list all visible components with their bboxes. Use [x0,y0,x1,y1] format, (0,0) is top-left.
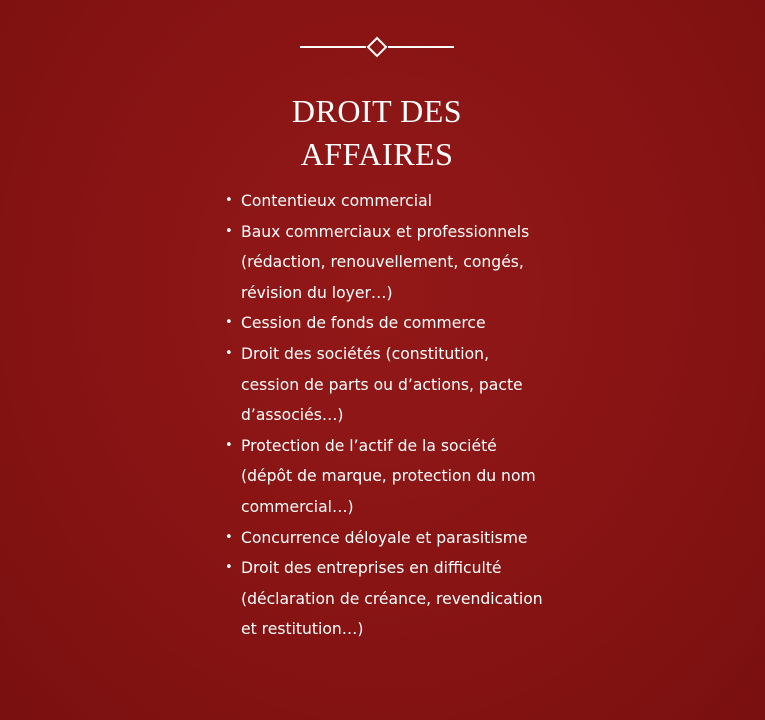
list-item [225,339,545,431]
list-item-label: Droit des sociétés (constitution, cession de parts ou d’actions, pacte d’associés…) [241,344,523,425]
list-item-label: Baux commerciaux et professionnels (rédaction, renouvellement, congés, révision du loyer…) [241,222,530,302]
list-item-label: Contentieux commercial [241,192,432,210]
section-title-line-2: AFFAIRES [300,136,454,172]
bullet-icon: • [225,315,233,331]
list-item-label: Cession de fonds de commerce [241,314,486,333]
diamond-divider-icon [300,36,454,58]
bullet-icon: • [225,345,233,361]
bullet-icon: • [225,560,233,576]
bullet-icon: • [225,437,233,453]
list-item [225,553,545,645]
list-item [225,308,545,339]
section-title-line-1: DROIT DES [291,93,463,129]
list-item [225,523,545,554]
list-item [225,186,545,217]
bullet-icon: • [225,193,233,208]
section-title [0,90,754,176]
list-item [225,217,545,309]
bullet-icon: • [225,529,233,545]
list-item [225,431,545,523]
services-list [225,186,545,645]
list-item-label: Droit des entreprises en difficulté (déclaration de créance, revendication et restitution…) [241,559,543,639]
bullet-icon: • [225,223,233,239]
list-item-label: Concurrence déloyale et parasitisme [241,528,528,547]
list-item-label: Protection de l’actif de la société (dépôt de marque, protection du nom commercial…) [241,436,536,516]
